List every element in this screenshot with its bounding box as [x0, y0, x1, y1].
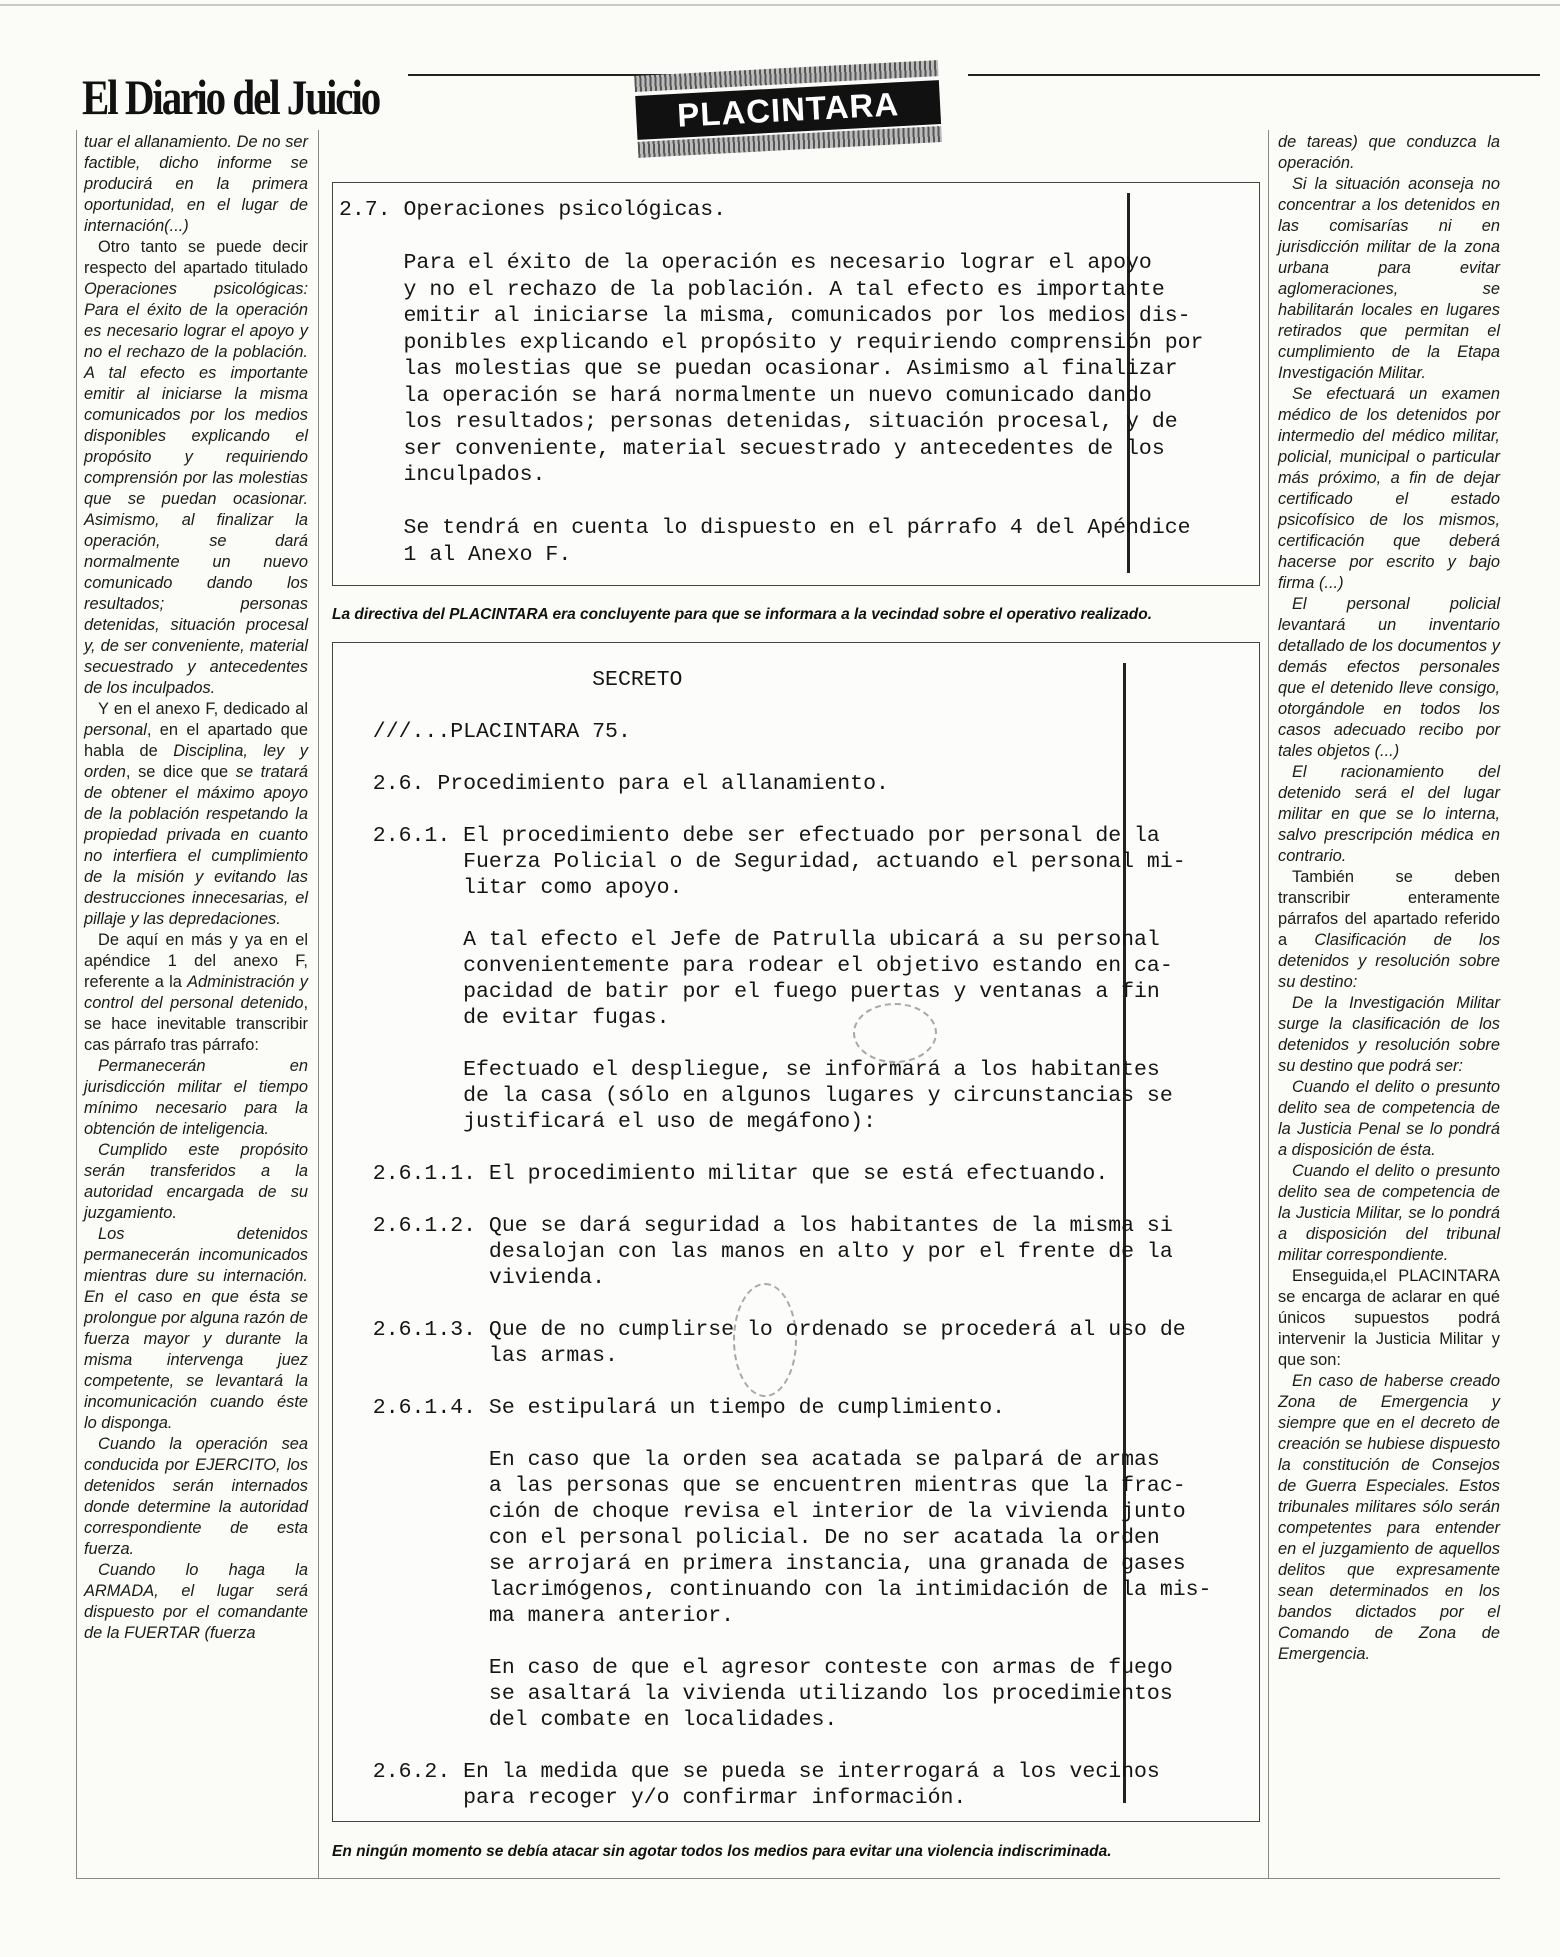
paragraph-text: de tareas) que conduzca la operación. [1278, 133, 1500, 172]
section-tag [634, 56, 942, 158]
paragraph-emphasis: Disciplina, ley y orden [84, 742, 308, 781]
masthead: El Diario del Juicio [82, 69, 380, 125]
typed-line: ción de choque revisa el interior de la vivienda junto [347, 1500, 1186, 1524]
typed-line: 2.6. Procedimiento para el allanamiento. [347, 772, 889, 796]
paragraph-quote: Operaciones psicológicas: Para el éxito de la operación es necesario lograr el apoyo y no el rechazo de la población. A tal efecto es importante emitir al iniciarse la misma comunicados por los medios disponibles explicando el propósito y requiriendo comprensión por las molestias que se puedan ocasionar. Asimismo, al finalizar la operación, se dará normalmente un nuevo comunicado dando los resultados; personas detenidas, situación procesal y, de ser conveniente, material secuestrado y antecedentes de los inculpados. [84, 280, 308, 697]
typed-line: En caso que la orden sea acatada se palpará de armas [347, 1448, 1160, 1472]
typed-line: justificará el uso de megáfono): [347, 1110, 876, 1134]
right-column-text [1278, 132, 1500, 1665]
typed-line: y no el rechazo de la población. A tal efecto es importante [339, 277, 1165, 302]
column-paragraph [1278, 1371, 1500, 1665]
typed-line: lacrimógenos, continuando con la intimidación de la mis- [347, 1578, 1212, 1602]
typed-line: de la casa (sólo en algunos lugares y circunstancias se [347, 1084, 1173, 1108]
typed-line: a las personas que se encuentren mientras que la frac- [347, 1474, 1186, 1498]
paragraph-text: Cuando el delito o presunto delito sea de competencia de la Justicia Penal se lo pondrá a disposición de ésta. [1278, 1078, 1500, 1159]
typed-line: con el personal policial. De no ser acatada la orden [347, 1526, 1160, 1550]
paragraph-text: Enseguida,el PLACINTARA se encarga de aclarar en qué únicos supuestos podrá intervenir la Justicia Militar y que son: [1278, 1267, 1500, 1369]
paragraph-text: Otro tanto se puede decir respecto del apartado titulado [84, 238, 308, 277]
typed-line: ser conveniente, material secuestrado y antecedentes de los [339, 436, 1165, 461]
column-paragraph [1278, 174, 1500, 384]
paragraph-text: Los detenidos permanecerán incomunicados mientras dure su internación. En el caso en que ésta se prolongue por alguna razón de fuerza mayor y durante la misma intervenga juez competente, se levantará la incomunicación cuando éste lo disponga. [84, 1225, 308, 1432]
typed-line: pacidad de batir por el fuego puertas y ventanas a fin [347, 980, 1160, 1004]
column-paragraph [1278, 762, 1500, 867]
typed-line: del combate en localidades. [347, 1708, 838, 1732]
typed-line: 1 al Anexo F. [339, 542, 572, 567]
doc1-caption: La directiva del PLACINTARA era concluyente para que se informara a la vecindad sobre el operativo realizado. [332, 606, 1153, 623]
paragraph-text: El racionamiento del detenido será el del lugar militar en que se lo interna, salvo prescripción médica en contrario. [1278, 763, 1500, 865]
typed-line: ma manera anterior. [347, 1604, 735, 1628]
paragraph-text: De aquí en más y ya en el apéndice 1 del anexo F, referente a la [84, 931, 308, 991]
paragraph-text: Cumplido este propósito serán transferidos a la autoridad encargada de su juzgamiento. [84, 1141, 308, 1222]
typed-line: A tal efecto el Jefe de Patrulla ubicará a su personal [347, 928, 1160, 952]
paragraph-emphasis: Administración y control del personal detenido [84, 973, 309, 1012]
paragraph-text: De la Investigación Militar surge la clasificación de los detenidos y resolución sobre su destino que podrá ser: [1278, 994, 1500, 1075]
paragraph-text: , en el apartado que habla de [84, 721, 308, 760]
column-paragraph [1278, 867, 1500, 993]
typed-line: los resultados; personas detenidas, situación procesal, y de [339, 410, 1178, 434]
typed-line: inculpados. [339, 463, 546, 487]
section-tag-label: PLACINTARA [635, 80, 941, 140]
typed-line: SECRETO [347, 668, 683, 692]
paragraph-text: , se dice que [125, 763, 236, 781]
paragraph-text: Y en el anexo F, dedicado al [98, 700, 308, 718]
column-paragraph [84, 699, 308, 930]
column-paragraph [84, 1560, 308, 1644]
bottom-rule [76, 1878, 1500, 1879]
column-paragraph [84, 1224, 308, 1434]
paragraph-text: El personal policial levantará un inventario detallado de los documentos y demás efectos personales que el detenido lleve consigo, otorgándole en todos los casos adecuado recibo por tales objetos (...) [1278, 595, 1500, 760]
typed-line: En caso de que el agresor conteste con armas de fuego [347, 1656, 1173, 1680]
top-rule [0, 4, 1560, 6]
typed-line: emitir al iniciarse la misma, comunicados por los medios dis- [339, 304, 1191, 328]
paragraph-text: En caso de haberse creado Zona de Emergencia y siempre que en el decreto de creación se hubiese dispuesto la constitución de Consejos de Guerra Especiales. Estos tribunales militares sólo serán competentes para entender en el juzgamiento de aquellos delitos que expresamente sean determinados en los bandos dictados por el Comando de Zona de Emergencia. [1278, 1372, 1500, 1663]
typed-line: 2.6.1.3. Que de no cumplirse lo ordenado se procederá al uso de [347, 1318, 1186, 1342]
typed-line: Para el éxito de la operación es necesario lograr el apoyo [339, 251, 1152, 275]
typed-line: las armas. [347, 1344, 618, 1368]
column-paragraph [84, 1056, 308, 1140]
typed-line: Efectuado el despliegue, se informará a los habitantes [347, 1058, 1160, 1082]
column-paragraph [84, 1140, 308, 1224]
column-paragraph [84, 237, 308, 699]
typed-line: convenientemente para rodear el objetivo estando en ca- [347, 954, 1173, 978]
typed-line: Se tendrá en cuenta lo dispuesto en el párrafo 4 del Apéndice [339, 516, 1191, 540]
typed-line: 2.6.1. El procedimiento debe ser efectuado por personal de la [347, 824, 1160, 848]
column-paragraph [1278, 1266, 1500, 1371]
paragraph-text: Si la situación aconseja no concentrar a los detenidos en las comisarías ni en jurisdicción militar de la zona urbana para evitar aglomeraciones, se habilitarán locales en lugares retirados que permitan el cumplimiento de la Etapa Investigación Militar. [1278, 175, 1500, 382]
left-gutter-rule [318, 130, 319, 1878]
right-gutter-rule [1268, 130, 1269, 1878]
typed-line: ponibles explicando el propósito y requiriendo comprensión por [339, 330, 1204, 355]
paragraph-text: Cuando la operación sea conducida por EJERCITO, los detenidos serán internados donde determine la autoridad correspondiente de esta fuerza. [84, 1435, 308, 1558]
typed-line: 2.7. Operaciones psicológicas. [339, 198, 727, 222]
doc2-caption: En ningún momento se debía atacar sin agotar todos los medios para evitar una violencia indiscriminada. [332, 1843, 1112, 1860]
left-column-text [84, 132, 308, 1644]
typed-line: 2.6.1.1. El procedimiento militar que se está efectuando. [347, 1162, 1109, 1186]
typed-line: de evitar fugas. [347, 1006, 670, 1030]
column-paragraph [1278, 1077, 1500, 1161]
column-paragraph [84, 132, 308, 237]
typed-line: 2.6.1.4. Se estipulará un tiempo de cumplimiento. [347, 1396, 1006, 1420]
paragraph-emphasis: Clasificación de los detenidos y resolución sobre su destino: [1278, 931, 1501, 991]
document-excerpt-allanamiento [332, 642, 1260, 1822]
typed-line: 2.6.1.2. Que se dará seguridad a los habitantes de la misma si [347, 1214, 1173, 1238]
typed-line: las molestias que se puedan ocasionar. Asimismo al finalizar [339, 357, 1178, 381]
paragraph-text: , se hace inevitable transcribir cas párrafo tras párrafo: [84, 994, 308, 1054]
paragraph-text: Se efectuará un examen médico de los detenidos por intermedio del médico militar, policial, municipal o particular más próximo, a fin de dejar certificado el estado psicofísico de los mismos, certificación que deberá hacerse por escrito y bajo firma (...) [1278, 385, 1500, 592]
paragraph-text: Cuando el delito o presunto delito sea de competencia de la Justicia Militar, se lo pondrá a disposición del tribunal militar correspondiente. [1278, 1162, 1500, 1264]
left-column-rule [76, 130, 77, 1878]
stamp-smudge [853, 1003, 937, 1063]
typed-line: la operación se hará normalmente un nuevo comunicado dando [339, 383, 1152, 408]
column-paragraph [1278, 132, 1500, 174]
typed-line: se asaltará la vivienda utilizando los procedimientos [347, 1682, 1173, 1706]
column-paragraph [1278, 993, 1500, 1077]
column-paragraph [1278, 594, 1500, 762]
typed-line: Fuerza Policial o de Seguridad, actuando el personal mi- [347, 850, 1186, 874]
typed-line: vivienda. [347, 1266, 606, 1290]
document-excerpt-operaciones-psicologicas [332, 182, 1260, 586]
typed-line: litar como apoyo. [347, 876, 683, 900]
typed-line: ///...PLACINTARA 75. [347, 720, 631, 744]
header-rule-right [968, 74, 1540, 76]
paragraph-quote: se tratará de obtener el máximo apoyo de la población respetando la propiedad privada en cuanto no interfiera el cumplimiento de la misión y evitando las destrucciones innecesarias, el pillaje y las depredaciones. [84, 763, 308, 928]
paragraph-text: Permanecerán en jurisdicción militar el tiempo mínimo necesario para la obtención de inteligencia. [84, 1057, 308, 1138]
typed-line: desalojan con las manos en alto y por el frente de la [347, 1240, 1173, 1264]
column-paragraph [84, 930, 308, 1056]
column-paragraph [84, 1434, 308, 1560]
typed-line: 2.6.2. En la medida que se pueda se interrogará a los vecinos [347, 1760, 1160, 1784]
paragraph-text: También se deben transcribir enteramente párrafos del apartado referido a [1278, 868, 1500, 949]
column-paragraph [1278, 384, 1500, 594]
paragraph-emphasis: personal [84, 721, 147, 739]
typed-line: se arrojará en primera instancia, una granada de gases [347, 1552, 1186, 1576]
paragraph-text: Cuando lo haga la ARMADA, el lugar será dispuesto por el comandante de la FUERTAR (fuerza [84, 1561, 308, 1642]
column-paragraph [1278, 1161, 1500, 1266]
paragraph-text: tuar el allanamiento. De no ser factible, dicho informe se producirá en la primera oportunidad, en el lugar de internación(...) [84, 133, 308, 235]
typed-line: para recoger y/o confirmar información. [347, 1786, 967, 1810]
